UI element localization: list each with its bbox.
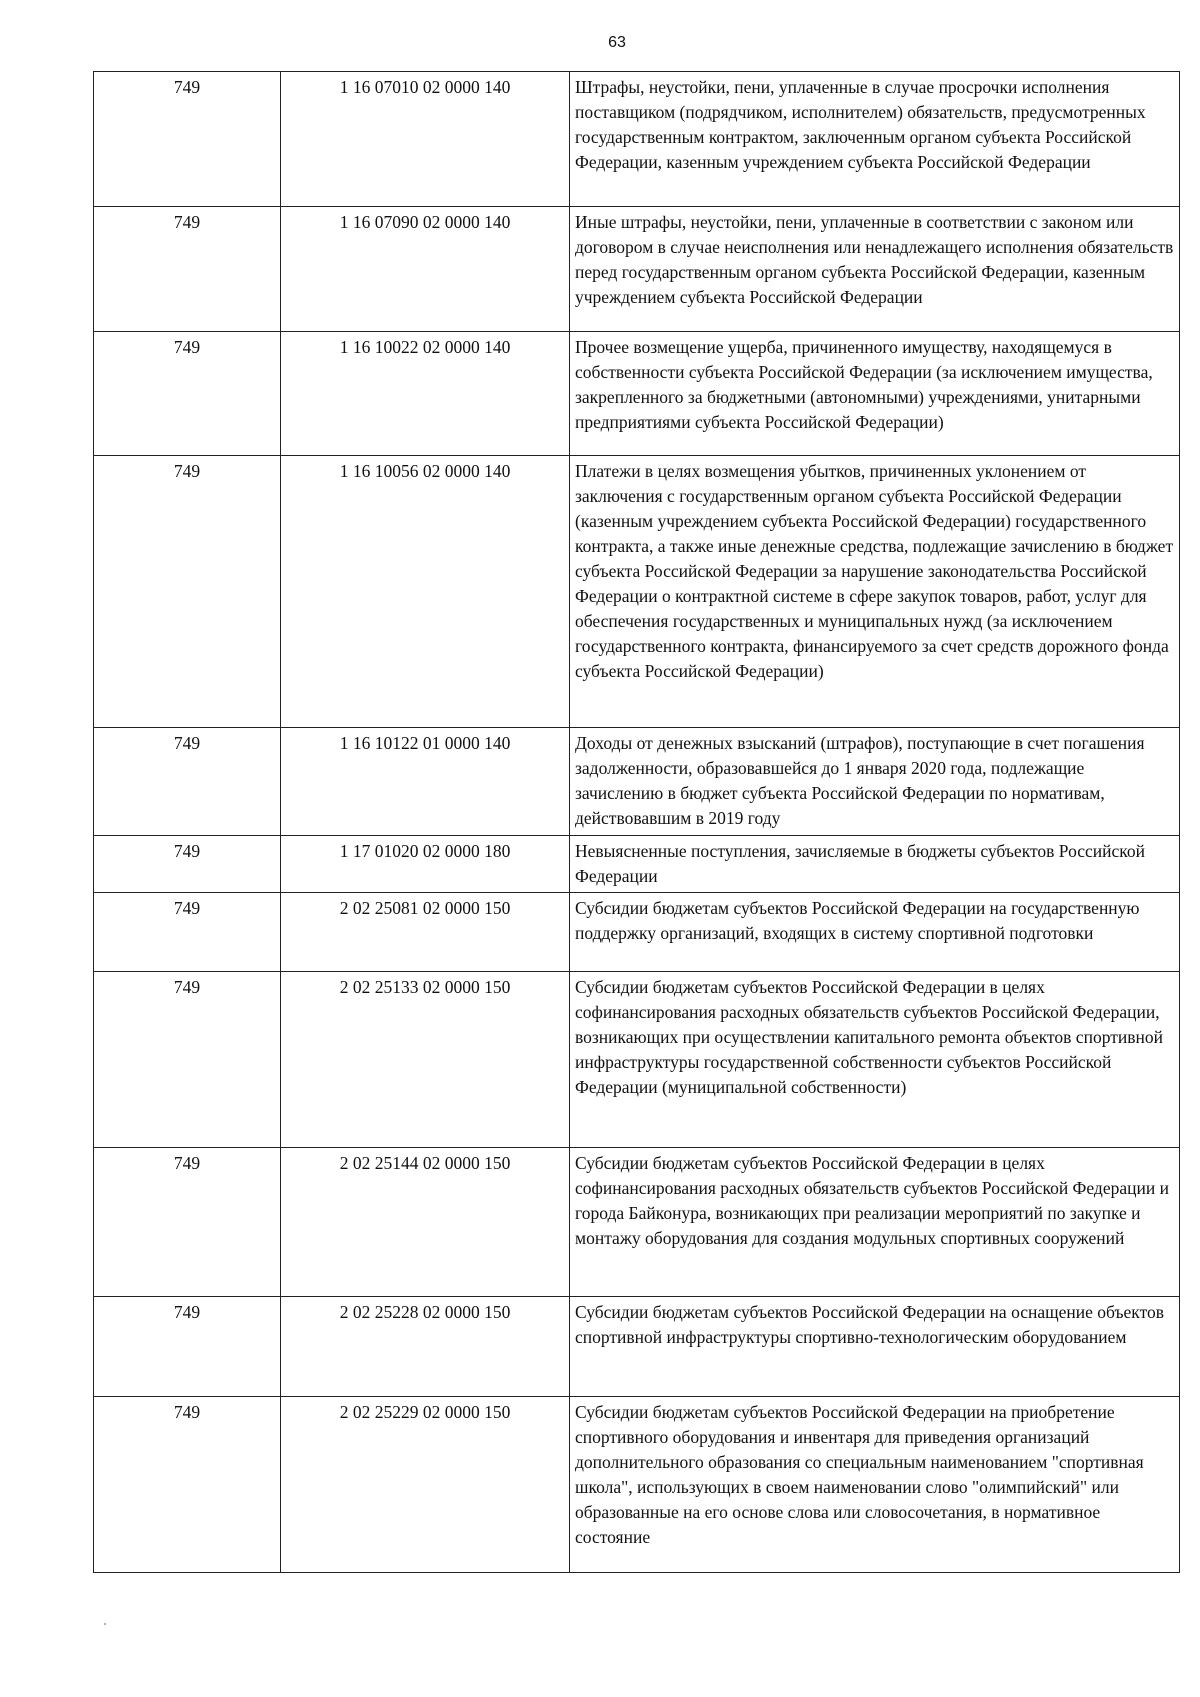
revenue-name-cell: Доходы от денежных взысканий (штрафов), поступающие в счет погашения задолженности, образовавшейся до 1 января 2020 года, подлежащие зачислению в бюджет субъекта Российской Федерации по нормативам, действовавшим в 2019 году — [570, 728, 1180, 836]
admin-code-cell: 749 — [94, 972, 281, 1148]
budget-code-cell: 1 16 10022 02 0000 140 — [281, 332, 570, 456]
budget-code-cell: 1 17 01020 02 0000 180 — [281, 836, 570, 893]
revenue-name-cell: Субсидии бюджетам субъектов Российской Федерации на оснащение объектов спортивной инфраструктуры спортивно-технологическим оборудованием — [570, 1297, 1180, 1397]
budget-code-cell: 1 16 07010 02 0000 140 — [281, 72, 570, 207]
budget-code-cell: 1 16 10122 01 0000 140 — [281, 728, 570, 836]
admin-code-cell: 749 — [94, 1397, 281, 1573]
admin-code-cell: 749 — [94, 1148, 281, 1297]
admin-code-cell: 749 — [94, 332, 281, 456]
table-row — [94, 72, 1180, 207]
table-row — [94, 728, 1180, 836]
budget-code-cell: 2 02 25133 02 0000 150 — [281, 972, 570, 1148]
revenue-name-cell: Штрафы, неустойки, пени, уплаченные в случае просрочки исполнения поставщиком (подрядчиком, исполнителем) обязательств, предусмотренных государственным контрактом, заключенным органом субъекта Российской Федерации, казенным учреждением субъекта Российской Федерации — [570, 72, 1180, 207]
scan-speck — [104, 1623, 106, 1625]
table-row — [94, 332, 1180, 456]
budget-code-cell: 2 02 25144 02 0000 150 — [281, 1148, 570, 1297]
admin-code-cell: 749 — [94, 728, 281, 836]
table-row — [94, 1297, 1180, 1397]
revenue-name-cell: Субсидии бюджетам субъектов Российской Федерации на государственную поддержку организаций, входящих в систему спортивной подготовки — [570, 893, 1180, 972]
page-number: 63 — [608, 34, 626, 51]
admin-code-cell: 749 — [94, 207, 281, 332]
table-row — [94, 1148, 1180, 1297]
table-row — [94, 1397, 1180, 1573]
admin-code-cell: 749 — [94, 456, 281, 728]
revenue-name-cell: Иные штрафы, неустойки, пени, уплаченные в соответствии с законом или договором в случае неисполнения или ненадлежащего исполнения обязательств перед государственным органом субъекта Российской Федерации, казенным учреждением субъекта Российской Федерации — [570, 207, 1180, 332]
table-row — [94, 836, 1180, 893]
table-row — [94, 456, 1180, 728]
table-row — [94, 972, 1180, 1148]
revenue-name-cell: Субсидии бюджетам субъектов Российской Федерации в целях софинансирования расходных обязательств субъектов Российской Федерации и города Байконура, возникающих при реализации мероприятий по закупке и монтажу оборудования для создания модульных спортивных сооружений — [570, 1148, 1180, 1297]
budget-code-cell: 2 02 25228 02 0000 150 — [281, 1297, 570, 1397]
revenue-name-cell: Платежи в целях возмещения убытков, причиненных уклонением от заключения с государственным органом субъекта Российской Федерации (казенным учреждением субъекта Российской Федерации) государственного контракта, а также иные денежные средства, подлежащие зачислению в бюджет субъекта Российской Федерации за нарушение законодательства Российской Федерации о контрактной системе в сфере закупок товаров, работ, услуг для обеспечения государственных и муниципальных нужд (за исключением государственного контракта, финансируемого за счет средств дорожного фонда субъекта Российской Федерации) — [570, 456, 1180, 728]
table-row — [94, 893, 1180, 972]
budget-code-cell: 1 16 07090 02 0000 140 — [281, 207, 570, 332]
budget-code-cell: 1 16 10056 02 0000 140 — [281, 456, 570, 728]
revenue-name-cell: Прочее возмещение ущерба, причиненного имуществу, находящемуся в собственности субъекта Российской Федерации (за исключением имущества, закрепленного за бюджетными (автономными) учреждениями, унитарными предприятиями субъекта Российской Федерации) — [570, 332, 1180, 456]
admin-code-cell: 749 — [94, 1297, 281, 1397]
budget-code-cell: 2 02 25081 02 0000 150 — [281, 893, 570, 972]
revenue-name-cell: Субсидии бюджетам субъектов Российской Федерации в целях софинансирования расходных обязательств субъектов Российской Федерации, возникающих при осуществлении капитального ремонта объектов спортивной инфраструктуры государственной собственности субъектов Российской Федерации (муниципальной собственности) — [570, 972, 1180, 1148]
table-row — [94, 207, 1180, 332]
admin-code-cell: 749 — [94, 72, 281, 207]
admin-code-cell: 749 — [94, 836, 281, 893]
budget-code-cell: 2 02 25229 02 0000 150 — [281, 1397, 570, 1573]
budget-codes-table — [93, 71, 1180, 1573]
revenue-name-cell: Субсидии бюджетам субъектов Российской Федерации на приобретение спортивного оборудования и инвентаря для приведения организаций дополнительного образования со специальным наименованием "спортивная школа", использующих в своем наименовании слово "олимпийский" или образованные на его основе слова или словосочетания, в нормативное состояние — [570, 1397, 1180, 1573]
revenue-name-cell: Невыясненные поступления, зачисляемые в бюджеты субъектов Российской Федерации — [570, 836, 1180, 893]
admin-code-cell: 749 — [94, 893, 281, 972]
